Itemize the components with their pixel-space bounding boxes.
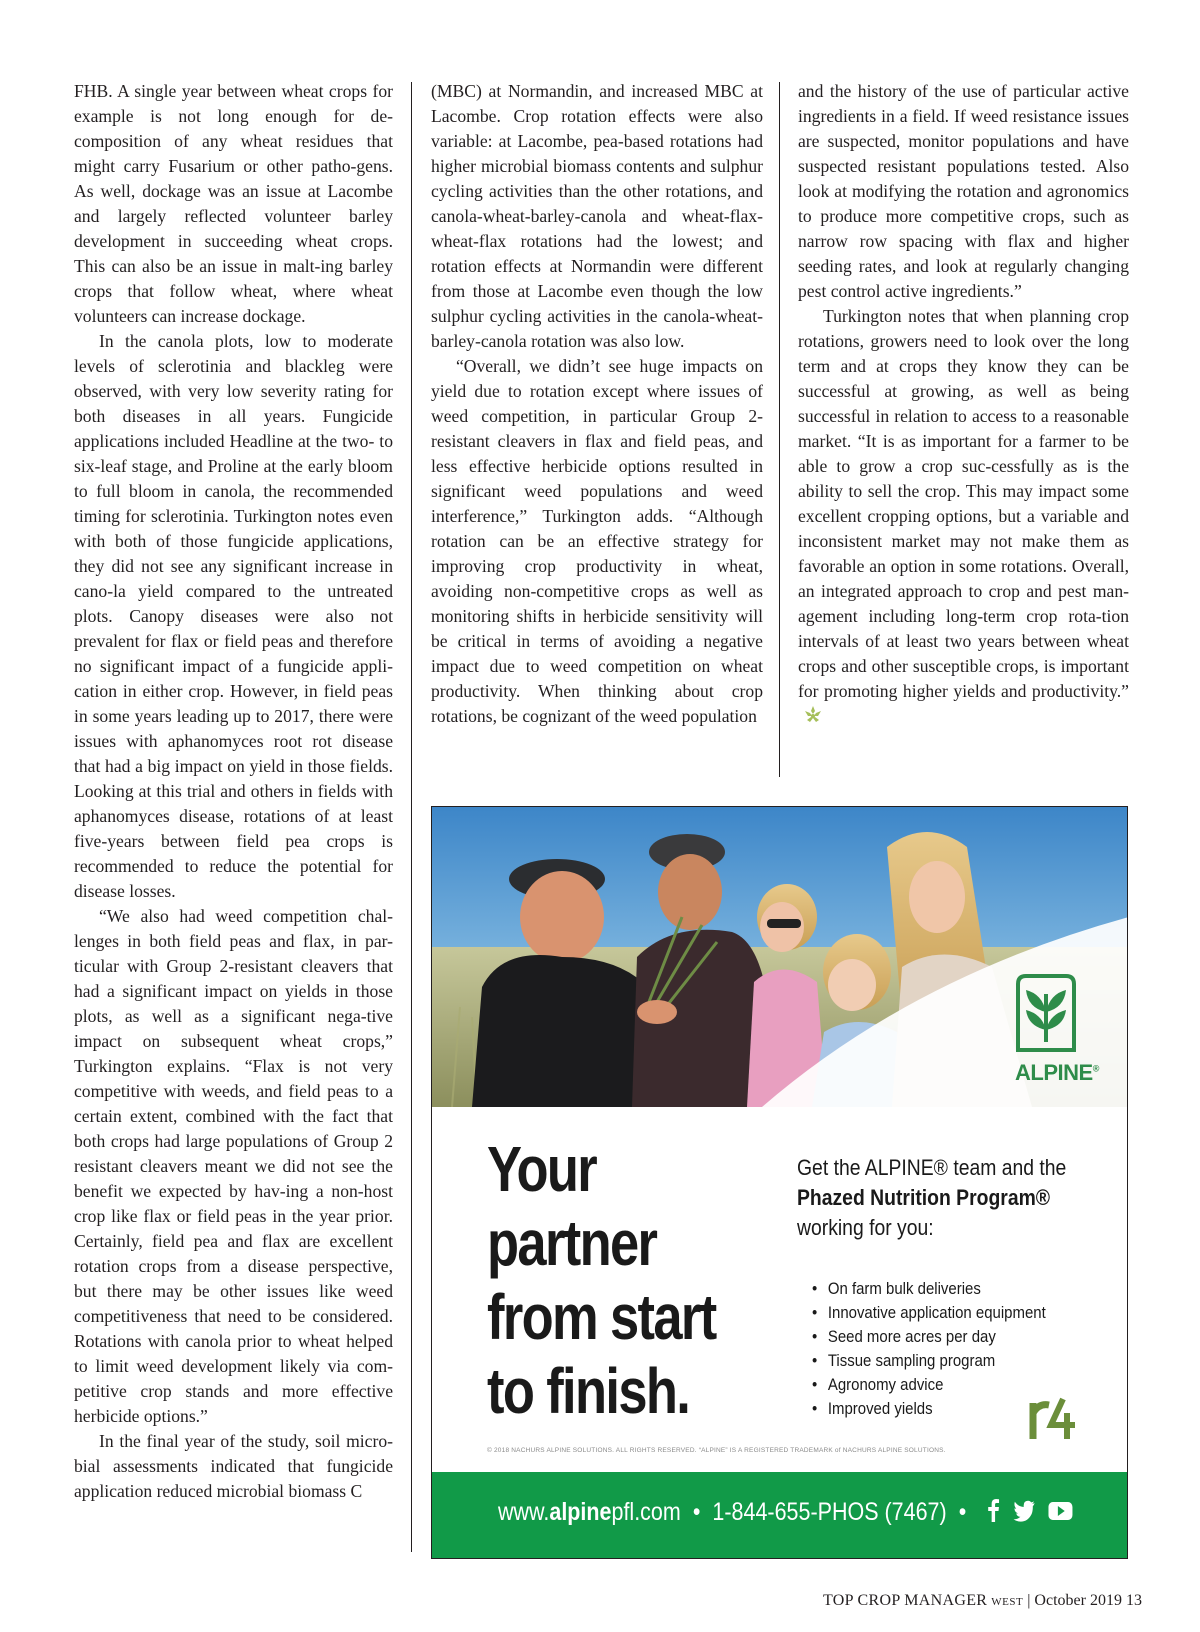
twitter-icon[interactable]	[1014, 1500, 1036, 1522]
article-column-2	[431, 79, 763, 729]
paragraph: “Overall, we didn’t see huge impacts on yield due to rotation except where issues of weed competition, in particular Group 2-resistant cleavers in flax and field peas, and less effective herbicide options resulted in significant weed populations and weed interference,” Turkington adds. “Although rotation can be an effective strategy for improving crop productivity in wheat, avoiding non-competitive crops as well as monitoring shifts in herbicide sensitivity will be critical in terms of avoiding a negative impact due to weed competition on wheat productivity. When thinking about crop rotations, be cognizant of the weed population	[431, 356, 763, 726]
article-column-3	[798, 79, 1129, 729]
footer-separator: |	[1027, 1592, 1031, 1609]
facebook-icon[interactable]	[987, 1498, 1001, 1522]
alpine-advertisement	[431, 806, 1128, 1559]
column-rule	[411, 82, 412, 1552]
offer-program-name: Phazed Nutrition Program®	[797, 1185, 1051, 1210]
r4-logo-icon	[1029, 1393, 1079, 1443]
headline-line: from start	[487, 1281, 716, 1353]
ad-legal-text: © 2018 NACHURS ALPINE SOLUTIONS. ALL RIGHTS RESERVED. “ALPINE” IS A REGISTERED TRADEMARK of NACHURS ALPINE SOLUTIONS.	[487, 1447, 946, 1454]
end-of-article-icon	[802, 705, 824, 725]
separator: •	[958, 1498, 967, 1527]
ad-offer-text	[797, 1153, 1087, 1243]
list-item: • Agronomy advice	[812, 1373, 1046, 1397]
article-column-1	[74, 79, 393, 1504]
magazine-edition: WEST	[991, 1596, 1024, 1608]
offer-line: Get the ALPINE® team and the	[797, 1155, 1067, 1180]
headline-line: to finish.	[487, 1355, 690, 1427]
paragraph-text: Turkington notes that when planning crop rotations, growers need to look over the long term and at crops they know they can be successful at growing, as well as being successful in relation to access to a reasonable market. “It is as important for a farmer to be able to grow a crop suc-cessfully as is the ability to sell the crop. This may impact some excellent cropping options, but a variable and inconsistent market may not make them as favorable an option in some rotations. Overall, an integrated approach to crop and pest man-agement including long-term crop rota-tion intervals of at least two years between wheat crops and other susceptible crops, is important for promoting higher yields and productivity.”	[798, 306, 1129, 701]
page-number: 13	[1125, 1592, 1142, 1609]
ad-benefits-list	[812, 1277, 1046, 1421]
ad-website-link[interactable]: www.alpinepfl.com	[498, 1498, 681, 1527]
list-item: • On farm bulk deliveries	[812, 1277, 1046, 1301]
youtube-icon[interactable]	[1049, 1500, 1073, 1522]
magazine-name: TOP CROP MANAGER	[823, 1592, 988, 1609]
page-footer	[823, 1592, 1142, 1610]
paragraph: and the history of the use of particular active ingredients in a field. If weed resistance issues are suspected, monitor populations and have suspected resistant populations tested. Also look at modifying the rotation and agronomics to produce more competitive crops, such as narrow row spacing with flax and higher seeding rates, and look at regularly changing pest control active ingredients.”	[798, 81, 1129, 301]
paragraph: In the canola plots, low to moderate levels of sclerotinia and blackleg were observed, with very low severity rating for both diseases in all years. Fungicide applications included Headline at the two- to six-leaf stage, and Proline at the early bloom to full bloom in canola, the recommended timing for sclerotinia. Turkington notes even with both of those fungicide applications, they did not see any significant increase in cano-la yield compared to the untreated plots. Canopy diseases were also not prevalent for flax or field peas and therefore no significant impact of a fungicide appli-cation in either crop. However, in field peas in some years leading up to 2017, there were issues with aphanomyces root rot disease that had a big impact on yield in those fields. Looking at this trial and others in fields with aphanomyces disease, rotations of at least five-years between field pea crops is recommended to reduce the potential for disease losses.	[74, 331, 393, 901]
alpine-logo-text: ALPINE®	[1015, 1060, 1099, 1085]
paragraph: FHB. A single year between wheat crops for example is not long enough for de-composition of any wheat residues that might carry Fusarium or other patho-gens. As well, dockage was an issue at Lacombe and largely reflected volunteer barley development in succeeding wheat crops. This can also be an issue in malt-ing barley crops that follow wheat, where wheat volunteers can increase dockage.	[74, 81, 393, 326]
list-item: • Tissue sampling program	[812, 1349, 1046, 1373]
ad-phone-number[interactable]: 1-844-655-PHOS (7467)	[712, 1498, 947, 1527]
ad-contact-bar	[432, 1472, 1128, 1559]
list-item: • Improved yields	[812, 1397, 1046, 1421]
list-item: • Innovative application equipment	[812, 1301, 1046, 1325]
paragraph: In the final year of the study, soil micro-bial assessments indicated that fungicide application reduced microbial biomass C	[74, 1431, 393, 1501]
column-rule	[779, 82, 780, 777]
social-icons	[987, 1498, 1073, 1529]
paragraph	[798, 304, 1129, 729]
separator: •	[692, 1498, 701, 1527]
paragraph: (MBC) at Normandin, and increased MBC at Lacombe. Crop rotation effects were also variable: at Lacombe, pea-based rotations had higher microbial biomass contents and sulphur cycling activities than the other rotations, and canola-wheat-barley-canola and wheat-flax-wheat-flax rotations had the lowest; and rotation effects at Normandin were different from those at Lacombe even though the low sulphur cycling activities in the canola-wheat-barley-canola rotation was also low.	[431, 81, 763, 351]
ad-headline	[487, 1132, 733, 1428]
issue-date: October 2019	[1034, 1592, 1122, 1609]
offer-line: working for you:	[797, 1215, 934, 1240]
headline-line: Your	[487, 1133, 597, 1205]
headline-line: partner	[487, 1207, 657, 1279]
paragraph: “We also had weed competition chal-lenges in both field peas and flax, in par-ticular with Group 2-resistant cleavers that had a significant impact on yields in those plots, as well as a significant nega-tive impact on subsequent wheat crops,” Turkington explains. “Flax is not very competitive with weeds, and field peas to a certain extent, combined with the fact that both crops had large populations of Group 2 resistant cleavers meant we did not see the benefit we expected by hav-ing a non-host crop like flax or field peas in the year prior. Certainly, field pea and flax are excellent rotation crops from a disease perspective, but there may be other issues like weed competitiveness that need to be considered. Rotations with canola prior to wheat helped to limit weed development likely via com-petitive crop stands and more effective herbicide options.”	[74, 906, 393, 1426]
alpine-logo	[1012, 972, 1122, 1092]
list-item: • Seed more acres per day	[812, 1325, 1046, 1349]
